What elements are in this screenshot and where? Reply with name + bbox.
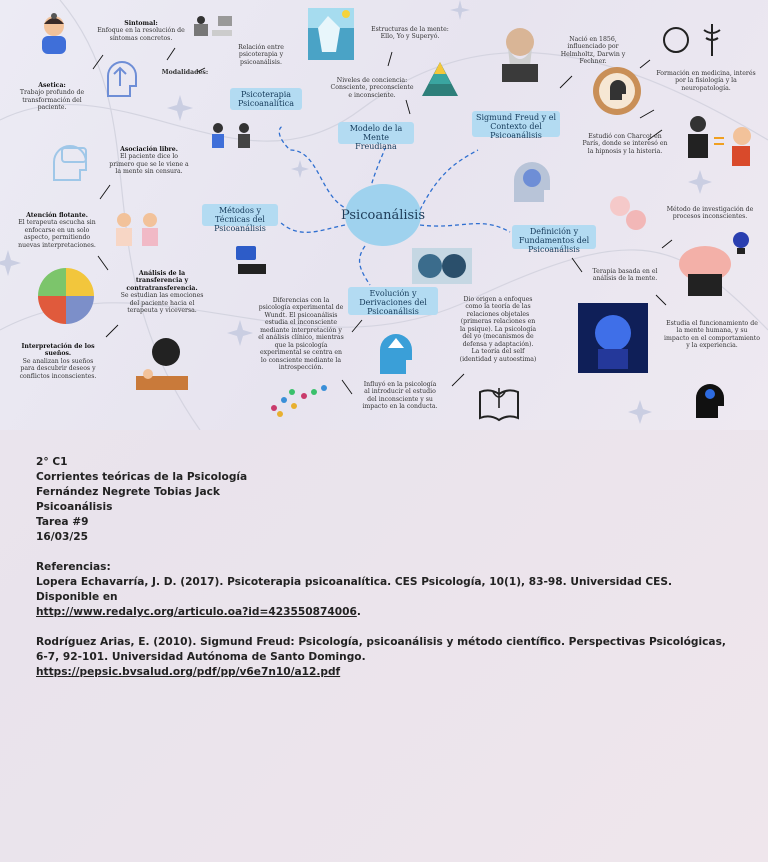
reference-2-link[interactable]: https://pepsic.bvsalud.org/pdf/pp/v6e7n10/a12.pdf — [36, 666, 341, 678]
node-modelo-label: Modelo de la Mente Freudiana — [349, 124, 403, 152]
psi-book-icon — [476, 382, 522, 422]
book-chat-icon — [234, 242, 270, 278]
central-topic-label: Psicoanálisis — [340, 207, 426, 223]
central-topic — [340, 184, 426, 246]
node-evolucion-label: Evolución y Derivaciones del Psicoanálisis — [359, 289, 427, 317]
mind-scan-image — [578, 303, 648, 373]
reference-2: Rodríguez Arias, E. (2010). Sigmund Freud: Psicología, psicoanálisis y método científico. Perspectivas Psicológicas, 6-7, 92-101. Universidad Autónoma de Santo Domingo. https://pepsic.bvsalud.org/pdf/pp/v6e7n10/a12.pdf — [36, 636, 726, 678]
text-nacio: Nació en 1856, influenciado por Helmholtz, Darwin y Fechner. — [560, 36, 626, 66]
speech-head-icon — [48, 140, 94, 186]
node-metodos — [202, 204, 278, 234]
medicine-icons — [662, 20, 730, 60]
text-asociacion: Asociación libre. El paciente dice lo primero que se le viene a la mente sin censura. — [109, 146, 189, 176]
note-line: 16/03/25 — [36, 531, 88, 543]
reference-1-link[interactable]: http://www.redalyc.org/articulo.oa?id=423550874006 — [36, 606, 357, 618]
text-relacion: Relación entre psicoterapia y psicoanálisis. — [238, 44, 284, 66]
references-title: Referencias: — [36, 561, 111, 573]
session-icon — [206, 118, 258, 158]
text-formacion: Formación en medicina, interés por la fisiología y la neuropatología. — [656, 70, 756, 92]
mind-map — [0, 0, 768, 430]
text-metodo: Método de investigación de procesos inconscientes. — [666, 206, 754, 221]
iceberg-icon — [308, 8, 354, 60]
brain-gears-icon — [508, 156, 554, 206]
text-estudia: Estudia el funcionamiento de la mente humana, y su impacto en el comportamiento y la experiencia. — [664, 320, 760, 350]
text-atencion: Atención flotante. El terapeuta escucha sin enfocarse en un solo aspecto, permitiendo nuevas interpretaciones. — [18, 212, 96, 249]
text-diferencias: Diferencias con la psicología experimental de Wundt. El psicoanálisis estudia el inconsciente mediante interpretación y el análisis clínico, mientras que la psicología experimental se centra en lo consciente mediante la introspección. — [258, 297, 344, 371]
node-psicoterapia-label: Psicoterapia Psicoanalítica — [238, 90, 294, 109]
brain-heads-icon — [412, 248, 472, 284]
counseling-icon — [110, 208, 166, 248]
node-freud — [472, 111, 560, 141]
emotions-circle-icon — [38, 268, 94, 324]
dreaming-bed-icon — [134, 336, 190, 396]
text-modalidades: Modalidades: — [161, 69, 209, 76]
node-evolucion — [348, 287, 438, 315]
node-freud-label: Sigmund Freud y el Contexto del Psicoanálisis — [476, 113, 556, 141]
hypnosis-icon — [680, 112, 760, 172]
head-arrow-icon — [100, 56, 140, 102]
stressed-person-icon — [33, 10, 75, 56]
iceberg-head-icon — [374, 326, 414, 376]
pyramid-icon — [420, 60, 460, 98]
note-line: Corrientes teóricas de la Psicología — [36, 471, 248, 483]
therapy-session-icon — [190, 12, 236, 42]
text-estructuras: Estructuras de la mente: Ello, Yo y Superyó. — [371, 26, 449, 41]
note-line: Fernández Negrete Tobias Jack — [36, 486, 220, 498]
particle-brain-icon — [264, 378, 334, 420]
head-gear-icon — [692, 376, 726, 420]
text-influyo: Influyó en la psicología al introducir el estudio del inconsciente y su impacto en la conducta. — [362, 381, 438, 411]
reference-1: Lopera Echavarría, J. D. (2017). Psicoterapia psicoanalítica. CES Psicología, 10(1), 83-98. Universidad CES. Disponible en http://www.redalyc.org/articulo.oa?id=423550874006. — [36, 576, 673, 618]
text-terapia: Terapia basada en el análisis de la mente. — [592, 268, 658, 283]
brain-head-icon — [592, 66, 642, 116]
note-line: Psicoanálisis — [36, 501, 113, 513]
freud-portrait-icon — [494, 20, 546, 82]
note-line: 2° C1 — [36, 456, 68, 468]
brain-reading-icon — [676, 244, 734, 300]
assignment-notes — [36, 455, 736, 680]
text-estudio: Estudió con Charcot en París, donde se interesó en la hipnosis y la histeria. — [582, 133, 668, 155]
node-modelo — [338, 122, 414, 152]
text-sintomal: Sintomal: Enfoque en la resolución de síntomas concretos. — [97, 20, 185, 42]
note-line: Tarea #9 — [36, 516, 89, 528]
text-asetica: Asetica: Trabajo profundo de transformación del paciente. — [19, 82, 85, 112]
node-definicion-label: Definición y Fundamentos del Psicoanálisis — [518, 227, 590, 255]
text-interpretacion: Interpretación de los sueños. Se analizan los sueños para descubrir deseos y conflictos inconscientes. — [19, 343, 97, 380]
node-definicion — [512, 225, 596, 255]
text-analisis: Análisis de la transferencia y contratransferencia. Se estudian las emociones del paciente hacia el terapeuta y viceversa. — [120, 270, 204, 315]
node-metodos-label: Métodos y Técnicas del Psicoanálisis — [214, 206, 266, 234]
node-psicoterapia — [230, 88, 302, 110]
text-niveles: Niveles de conciencia: Consciente, preconsciente e inconsciente. — [330, 77, 414, 99]
gears-icon — [606, 192, 650, 234]
text-dio: Dio origen a enfoques como la teoría de las relaciones objetales (primeras relaciones en la psique). La psicología del yo (mecanismos de defensa y adaptación). La teoría del self (identidad y autoestima) — [459, 296, 537, 363]
